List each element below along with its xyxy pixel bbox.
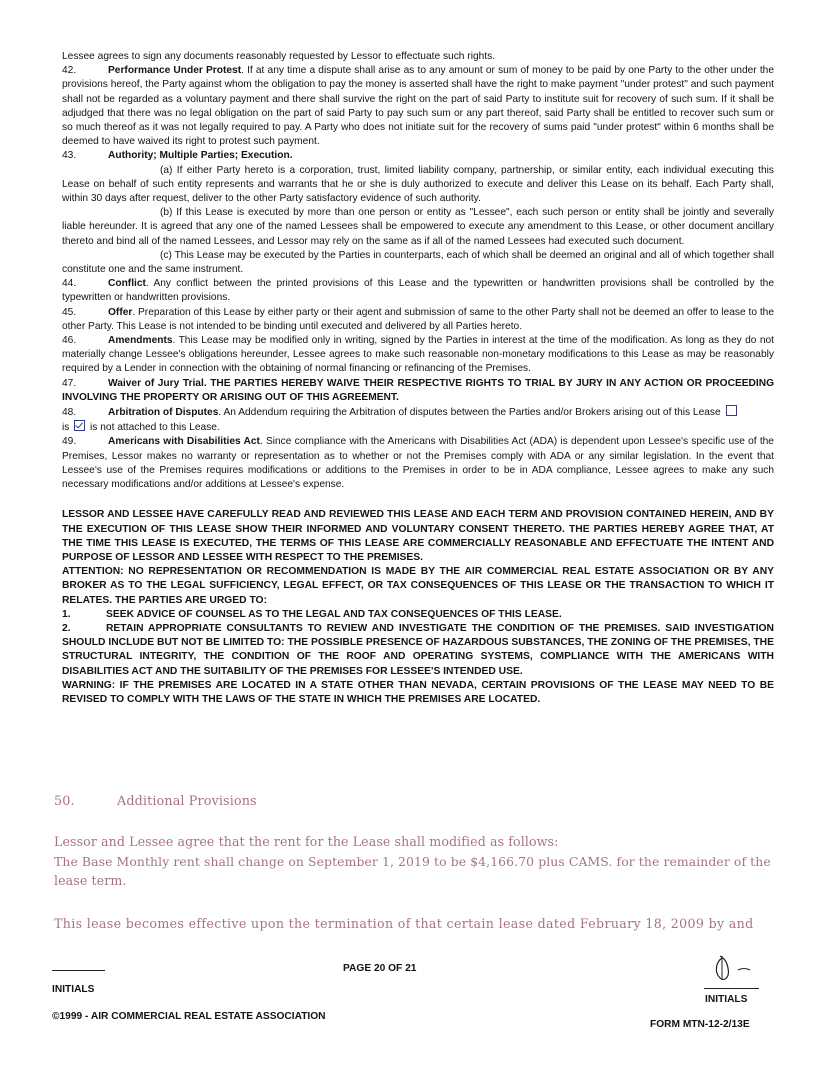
urged-item-1-number: 1.	[62, 608, 71, 620]
intro-text: Lessee agrees to sign any documents reasonably requested by Lessor to effectuate such rights.	[62, 51, 496, 62]
section-43-number: 43.	[62, 150, 77, 162]
section-47-title: Waiver of Jury Trial	[108, 377, 204, 389]
additional-line-1: Lessor and Lessee agree that the rent for the Lease shall modified as follows:	[54, 834, 559, 849]
arbitration-is-checkbox[interactable]	[726, 405, 737, 416]
page-number: PAGE 20 OF 21	[343, 963, 417, 974]
warning-paragraph: WARNING: IF THE PREMISES ARE LOCATED IN A STATE OTHER THAN NEVADA, CERTAIN PROVISIONS OF THE LEASE MAY NEED TO BE REVISED TO COMPLY WITH THE LAWS OF THE STATE IN WHICH THE PREMISES ARE LOCATED.	[62, 679, 774, 705]
arbitration-is-label: is	[62, 422, 70, 434]
urged-item-2-number: 2.	[62, 622, 71, 634]
arbitration-tail: attached to this Lease.	[117, 422, 220, 434]
legal-notice	[62, 508, 774, 707]
urged-item-1	[62, 608, 774, 622]
section-49	[62, 435, 774, 492]
section-47	[62, 377, 774, 405]
section-48-text: . An Addendum requiring the Arbitration of disputes between the Parties and/or Brokers arising out of this Lease	[218, 407, 721, 419]
initials-left-label: INITIALS	[52, 984, 95, 995]
section-43-text: .	[289, 150, 293, 162]
section-43	[62, 149, 774, 163]
section-45	[62, 306, 774, 334]
section-46-number: 46.	[62, 335, 77, 347]
section-48	[62, 405, 774, 435]
additional-title: Additional Provisions	[117, 794, 257, 809]
section-47-number: 47.	[62, 377, 77, 389]
section-44-number: 44.	[62, 278, 77, 290]
section-47-text: . THE PARTIES HEREBY WAIVE THEIR RESPECTIVE RIGHTS TO TRIAL BY JURY IN ANY ACTION OR PROCEEDING INVOLVING THE PROPERTY OR ARISING OUT OF THIS AGREEMENT.	[62, 377, 774, 403]
additional-line-3: lease term.	[54, 873, 127, 888]
urged-item-1-text: SEEK ADVICE OF COUNSEL AS TO THE LEGAL AND TAX CONSEQUENCES OF THIS LEASE.	[106, 608, 562, 620]
section-46	[62, 334, 774, 377]
consent-paragraph: LESSOR AND LESSEE HAVE CAREFULLY READ AND REVIEWED THIS LEASE AND EACH TERM AND PROVISION CONTAINED HEREIN, AND BY THE EXECUTION OF THIS LEASE SHOW THEIR INFORMED AND VOLUNTARY CONSENT THERETO. THE PARTIES HEREBY AGREE THAT, AT THE TIME THIS LEASE IS EXECUTED, THE TERMS OF THIS LEASE ARE COMMERCIALLY REASONABLE AND EFFECTUATE THE INTENT AND PURPOSE OF LESSOR AND LESSEE WITH RESPECT TO THE PREMISES.	[62, 509, 774, 563]
attention-paragraph: ATTENTION: NO REPRESENTATION OR RECOMMENDATION IS MADE BY THE AIR COMMERCIAL REAL ESTATE ASSOCIATION OR BY ANY BROKER AS TO THE LEGAL SUFFICIENCY, LEGAL EFFECT, OR TAX CONSEQUENCES OF THIS LEASE OR THE TRANSACTION TO WHICH IT RELATES. THE PARTIES ARE URGED TO:	[62, 566, 774, 606]
section-43c: (c) This Lease may be executed by the Parties in counterparts, each of which shall be deemed an original and all of which together shall constitute one and the same instrument.	[62, 249, 774, 276]
initials-signature	[708, 952, 768, 986]
section-42-number: 42.	[62, 65, 77, 77]
section-48-title: Arbitration of Disputes	[108, 407, 219, 419]
section-45-text: . Preparation of this Lease by either party or their agent and submission of same to the other Party shall not be deemed an offer to lease to the other Party. This Lease is not intended to be binding until executed and delivered by all Parties hereto.	[62, 306, 774, 332]
initials-right-label: INITIALS	[705, 994, 748, 1005]
section-44-text: . Any conflict between the printed provisions of this Lease and the typewritten or handwritten provisions shall be controlled by the typewritten or handwritten provisions.	[62, 278, 774, 304]
additional-provisions-heading	[54, 794, 257, 809]
initials-right-line[interactable]	[704, 988, 759, 989]
section-42	[62, 64, 774, 149]
section-42-text: . If at any time a dispute shall arise as to any amount or sum of money to be paid by one Party to the other under the provisions hereof, the Party against whom the obligation to pay the money is asserted shall have the right to make payment "under protest" and such payment shall not be regarded as a voluntary payment and there shall survive the right on the part of said Party to institute suit for recovery of such sum. If it shall be adjudged that there was no legal obligation on the part of said Party to pay such sum or any part thereof, said Party shall be entitled to recover such sum or so much thereof as it was not legally required to pay. A Party who does not initiate suit for the recovery of sums paid "under protest" within 6 months shall be deemed to have waived its right to protest such payment.	[62, 65, 774, 148]
section-43b: (b) If this Lease is executed by more than one person or entity as "Lessee", each such person or entity shall be jointly and severally liable hereunder. It is agreed that any one of the named Lessees shall be empowered to execute any amendment to this Lease, or other document ancillary thereto and bind all of the named Lessees, and Lessor may rely on the same as if all of the named Lessees had executed such document.	[62, 207, 774, 247]
initials-left-line[interactable]	[52, 970, 105, 971]
section-46-title: Amendments	[108, 335, 173, 347]
section-49-text: . Since compliance with the Americans with Disabilities Act (ADA) is dependent upon Lessee's specific use of the Premises, Lessor makes no warranty or representation as to whether or not the Premises comply with ADA or any similar legislation. In the event that Lessee's use of the Premises requires modifications or additions to the Premises in order to be in ADA compliance, Lessee agrees to make any such necessary modifications and/or additions at Lessee's expense.	[62, 436, 774, 491]
section-44-title: Conflict	[108, 278, 146, 290]
form-number: FORM MTN-12-2/13E	[650, 1019, 750, 1030]
additional-number: 50.	[54, 794, 75, 809]
section-44	[62, 277, 774, 305]
section-49-number: 49.	[62, 436, 77, 448]
section-45-title: Offer	[108, 306, 133, 318]
additional-line-4: This lease becomes effective upon the termination of that certain lease dated February 18, 2009 by and	[54, 916, 754, 931]
section-49-title: Americans with Disabilities Act	[108, 436, 260, 448]
arbitration-is-not-checkbox[interactable]	[74, 420, 85, 431]
copyright-text: ©1999 - AIR COMMERCIAL REAL ESTATE ASSOCIATION	[52, 1011, 326, 1022]
section-45-number: 45.	[62, 306, 77, 318]
lease-body	[62, 50, 774, 707]
additional-line-2: The Base Monthly rent shall change on September 1, 2019 to be $4,166.70 plus CAMS. for the remainder of the	[54, 854, 771, 869]
section-42-title: Performance Under Protest	[108, 65, 242, 77]
section-48-number: 48.	[62, 407, 77, 419]
urged-item-2	[62, 622, 774, 679]
urged-item-2-text: RETAIN APPROPRIATE CONSULTANTS TO REVIEW AND INVESTIGATE THE CONDITION OF THE PREMISES. SAID INVESTIGATION SHOULD INCLUDE BUT NOT BE LIMITED TO: THE POSSIBLE PRESENCE OF HAZARDOUS SUBSTANCES, THE ZONING OF THE PREMISES, THE STRUCTURAL INTEGRITY, THE CONDITION OF THE ROOF AND OPERATING SYSTEMS, COMPLIANCE WITH THE AMERICANS WITH DISABILITIES ACT AND THE SUITABILITY OF THE PREMISES FOR LESSEE'S INTENDED USE.	[62, 622, 774, 677]
arbitration-is-not-label: is not	[90, 422, 115, 434]
section-43-title: Authority; Multiple Parties; Execution	[108, 150, 290, 162]
section-46-text: . This Lease may be modified only in writing, signed by the Parties in interest at the time of the modification. As long as they do not materially change Lessee's obligations hereunder, Lessee agrees to make such reasonable non-monetary modifications to this Lease as may be reasonably required by a Lender in connection with the obtaining of normal financing or refinancing of the Premises.	[62, 335, 774, 375]
section-43a: (a) If either Party hereto is a corporation, trust, limited liability company, partnership, or similar entity, each individual executing this Lease on behalf of such entity represents and warrants that he or she is duly authorized to execute and deliver this Lease on its behalf. Each Party shall, within 30 days after request, deliver to the other Party satisfactory evidence of such authority.	[62, 164, 774, 205]
